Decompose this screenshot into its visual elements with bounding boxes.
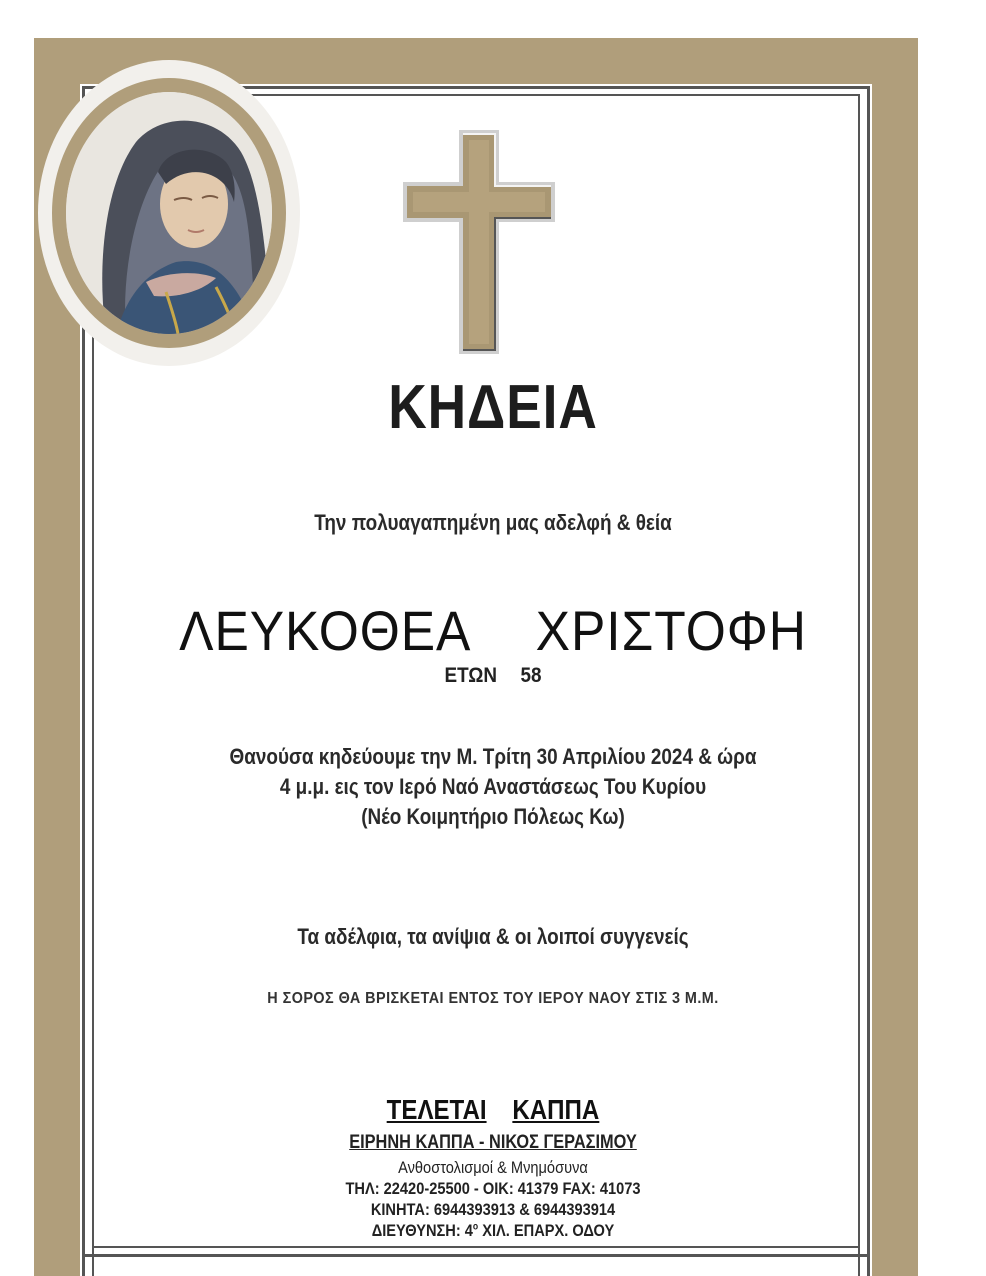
funeral-home-services: Ανθοστολισμοί & Μνημόσυνα xyxy=(398,1158,588,1177)
age-line xyxy=(49,664,936,688)
family-signature: Τα αδέλφια, τα ανίψια & οι λοιποί συγγενείς xyxy=(297,924,689,949)
deceased-name xyxy=(39,598,946,663)
funeral-home-owners: ΕΙΡΗΝΗ ΚΑΠΠΑ - ΝΙΚΟΣ ΓΕΡΑΣΙΜΟΥ xyxy=(349,1132,637,1153)
frame-rule-bottom-outer xyxy=(82,1254,870,1257)
deceased-first-name: ΛΕΥΚΟΘΕΑ xyxy=(179,599,472,662)
frame-rule-bottom-inner xyxy=(92,1246,860,1248)
funeral-details xyxy=(69,742,917,832)
funeral-home-phone: ΤΗΛ: 22420-25500 - ΟΙΚ: 41379 FAX: 41073 xyxy=(345,1179,641,1198)
cross-icon xyxy=(403,130,555,354)
details-line: Θανούσα κηδεύουμε την Μ. Τρίτη 30 Απριλίου 2024 & ώρα xyxy=(229,744,757,769)
details-line: (Νέο Κοιμητήριο Πόλεως Κω) xyxy=(361,804,625,829)
funeral-home-mobile: ΚΙΝΗΤΑ: 6944393913 & 6944393914 xyxy=(370,1200,616,1219)
details-line: 4 μ.μ. εις τον Ιερό Ναό Αναστάσεως Του Κυρίου xyxy=(279,774,707,799)
page-title: ΚΗΔΕΙΑ xyxy=(388,373,598,442)
address-suffix: ΧΙΛ. ΕΠΑΡΧ. ΟΔΟΥ xyxy=(478,1221,615,1240)
funeral-home-name-part2: ΚΑΠΠΑ xyxy=(512,1094,600,1125)
virgin-mary-portrait xyxy=(66,92,272,334)
intro-text: Την πολυαγαπημένη μας αδελφή & θεία xyxy=(314,510,672,535)
address-ordinal: ο xyxy=(472,1221,479,1233)
funeral-home-name-part1: ΤΕΛΕΤΑΙ xyxy=(386,1094,487,1125)
age-label: ΕΤΩΝ xyxy=(444,664,498,687)
funeral-home-address xyxy=(69,1221,917,1241)
viewing-note: Η ΣΟΡΟΣ ΘΑ ΒΡΙΣΚΕΤΑΙ ΕΝΤΟΣ ΤΟΥ ΙΕΡΟΥ ΝΑΟΥ ΣΤΙΣ 3 Μ.Μ. xyxy=(267,990,719,1007)
funeral-home-name xyxy=(69,1094,917,1126)
age-value: 58 xyxy=(520,664,542,687)
deceased-last-name: ΧΡΙΣΤΟΦΗ xyxy=(535,599,807,662)
address-prefix: ΔΙΕΥΘΥΝΣΗ: 4 xyxy=(371,1221,473,1240)
